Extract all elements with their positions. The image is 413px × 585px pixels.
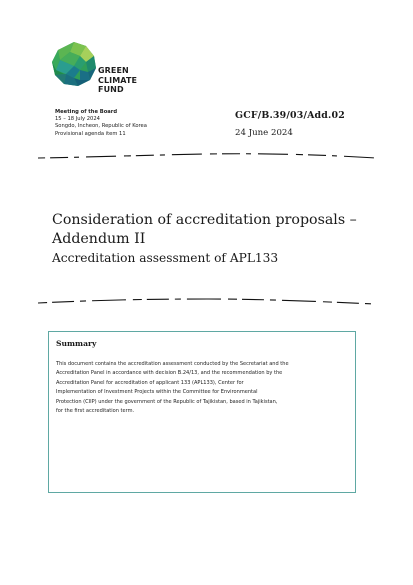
summary-line: Accreditation Panel in accordance with decision B.24/13, and the recommendation by the: [56, 370, 283, 377]
meeting-title: Meeting of the Board: [55, 109, 118, 115]
meeting-info: [55, 109, 147, 138]
logo-line-fund: FUND: [98, 85, 124, 94]
document-date: 24 June 2024: [235, 128, 293, 138]
meeting-location: Songdo, Incheon, Republic of Korea: [55, 123, 147, 130]
logo-wordmark: [98, 66, 137, 95]
document-number: GCF/B.39/03/Add.02: [235, 110, 345, 121]
summary-body: [56, 360, 350, 416]
summary-line: for the first accreditation term.: [56, 408, 135, 415]
summary-box: [48, 331, 356, 493]
page-subtitle: Accreditation assessment of APL133: [52, 251, 279, 265]
logo-line-green: GREEN: [98, 66, 129, 75]
green-climate-fund-globe-icon: [50, 40, 98, 88]
title-line-1: Consideration of accreditation proposals –: [52, 212, 357, 228]
summary-line: Implementation of Investment Projects within the Committee for Environmental: [56, 389, 258, 396]
title-line-2: Addendum II: [52, 230, 146, 247]
summary-line: This document contains the accreditation assessment conducted by the Secretariat and the: [56, 361, 289, 367]
meeting-agenda-item: Provisional agenda item 11: [55, 130, 126, 137]
summary-heading: Summary: [56, 339, 97, 348]
divider-top: [38, 149, 376, 159]
page-title: [52, 211, 357, 248]
summary-line: Accreditation Panel for accreditation of applicant 133 (APL133), Center for: [56, 379, 244, 386]
summary-line: Protection (CIIP) under the government of the Republic of Tajikistan, based in Tajikistan,: [56, 398, 278, 405]
divider-bottom: [38, 295, 376, 305]
meeting-dates: 15 – 18 July 2024: [55, 116, 100, 123]
logo-line-climate: CLIMATE: [98, 75, 138, 85]
